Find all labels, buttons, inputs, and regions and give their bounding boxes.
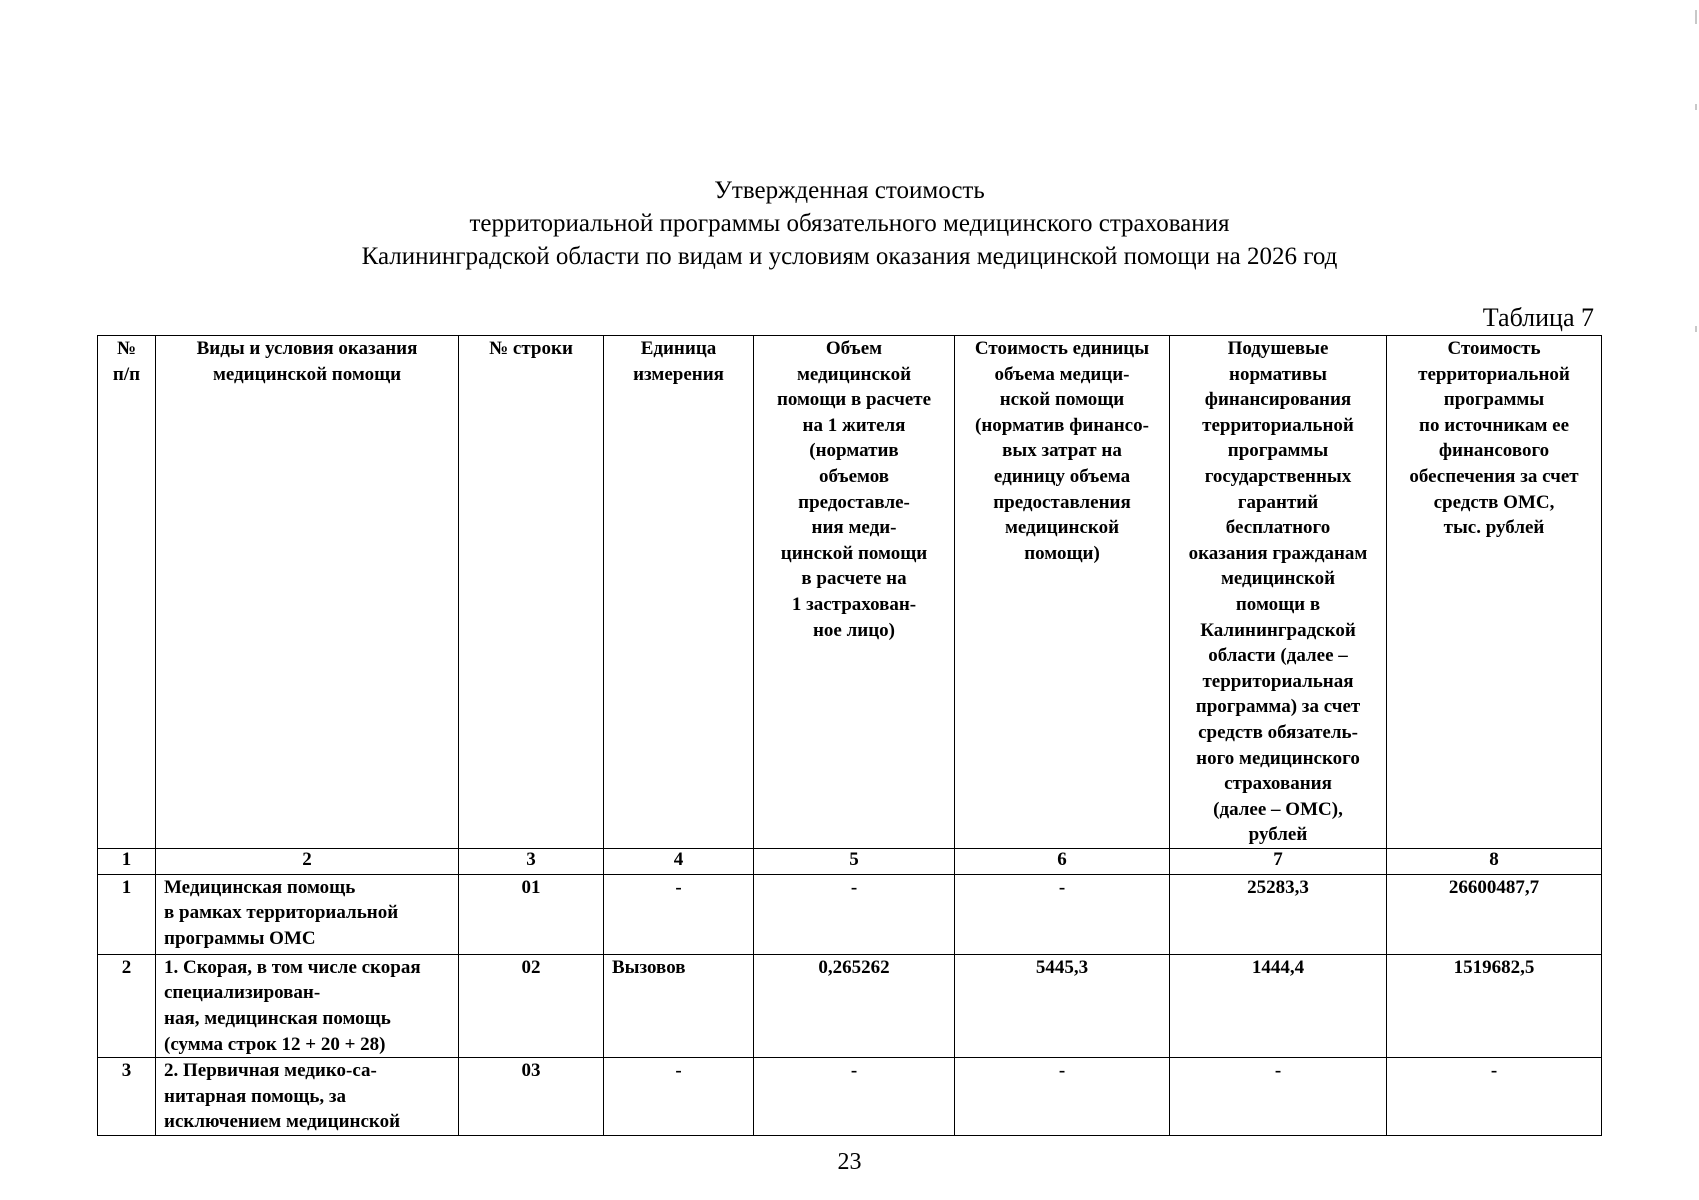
table-row <box>98 954 1602 1057</box>
row-index: 3 <box>98 1058 156 1136</box>
header-cell-unit: Единица измерения <box>604 336 754 849</box>
row-description: Медицинская помощь в рамках территориальной программы ОМС <box>156 874 459 954</box>
row-volume: - <box>754 874 955 954</box>
column-number: 1 <box>98 848 156 874</box>
column-number: 8 <box>1387 848 1602 874</box>
row-total-cost: 26600487,7 <box>1387 874 1602 954</box>
row-description: 1. Скорая, в том числе скорая специализирован- ная, медицинская помощь (сумма строк 12 + 20 + 28) <box>156 954 459 1057</box>
row-code: 02 <box>459 954 604 1057</box>
row-unit: - <box>604 874 754 954</box>
row-per-capita: - <box>1170 1058 1387 1136</box>
column-number: 3 <box>459 848 604 874</box>
row-unit-cost: - <box>955 1058 1170 1136</box>
row-volume: - <box>754 1058 955 1136</box>
column-number: 7 <box>1170 848 1387 874</box>
document-title <box>0 174 1699 273</box>
row-per-capita: 25283,3 <box>1170 874 1387 954</box>
row-unit-cost: 5445,3 <box>955 954 1170 1057</box>
scan-margin-mark <box>1695 326 1697 332</box>
column-number: 6 <box>955 848 1170 874</box>
table-header-row <box>98 336 1602 849</box>
header-cell-care-type: Виды и условия оказания медицинской помощи <box>156 336 459 849</box>
page-number: 23 <box>837 1149 862 1175</box>
header-cell-volume: Объем медицинской помощи в расчете на 1 жителя (норматив объемов предоставле- ния меди- цинской помощи в расчете на 1 застрахован- ное лицо) <box>754 336 955 849</box>
header-cell-row-number: № строки <box>459 336 604 849</box>
scan-margin-mark <box>1695 10 1697 24</box>
row-per-capita: 1444,4 <box>1170 954 1387 1057</box>
column-number: 2 <box>156 848 459 874</box>
scan-margin-mark <box>1695 104 1697 110</box>
title-line-1: Утвержденная стоимость <box>714 177 985 204</box>
row-total-cost: 1519682,5 <box>1387 954 1602 1057</box>
row-description: 2. Первичная медико-са- нитарная помощь, за исключением медицинской <box>156 1058 459 1136</box>
row-unit-cost: - <box>955 874 1170 954</box>
column-number-row <box>98 848 1602 874</box>
header-cell-total-cost: Стоимость территориальной программы по источникам ее финансового обеспечения за счет средств ОМС, тыс. рублей <box>1387 336 1602 849</box>
column-number: 5 <box>754 848 955 874</box>
header-cell-unit-cost: Стоимость единицы объема медици- нской помощи (норматив финансо- вых затрат на единицу объема предоставления медицинской помощи) <box>955 336 1170 849</box>
row-code: 01 <box>459 874 604 954</box>
table-row <box>98 874 1602 954</box>
header-cell-per-capita: Подушевые нормативы финансирования территориальной программы государственных гарантий бесплатного оказания гражданам медицинской помощи в Калининградской области (далее – территориальная программа) за счет средств обязатель- ного медицинского страхования (далее – ОМС), рублей <box>1170 336 1387 849</box>
row-index: 2 <box>98 954 156 1057</box>
title-line-2: территориальной программы обязательного медицинского страхования <box>469 210 1230 237</box>
table-label: Таблица 7 <box>1482 303 1594 332</box>
table-row <box>98 1058 1602 1136</box>
title-line-3: Калининградской области по видам и условиям оказания медицинской помощи на 2026 год <box>361 243 1338 270</box>
row-unit: - <box>604 1058 754 1136</box>
row-code: 03 <box>459 1058 604 1136</box>
column-number: 4 <box>604 848 754 874</box>
row-volume: 0,265262 <box>754 954 955 1057</box>
row-total-cost: - <box>1387 1058 1602 1136</box>
header-cell-number: № п/п <box>98 336 156 849</box>
row-index: 1 <box>98 874 156 954</box>
cost-table <box>97 335 1602 1136</box>
row-unit: Вызовов <box>604 954 754 1057</box>
